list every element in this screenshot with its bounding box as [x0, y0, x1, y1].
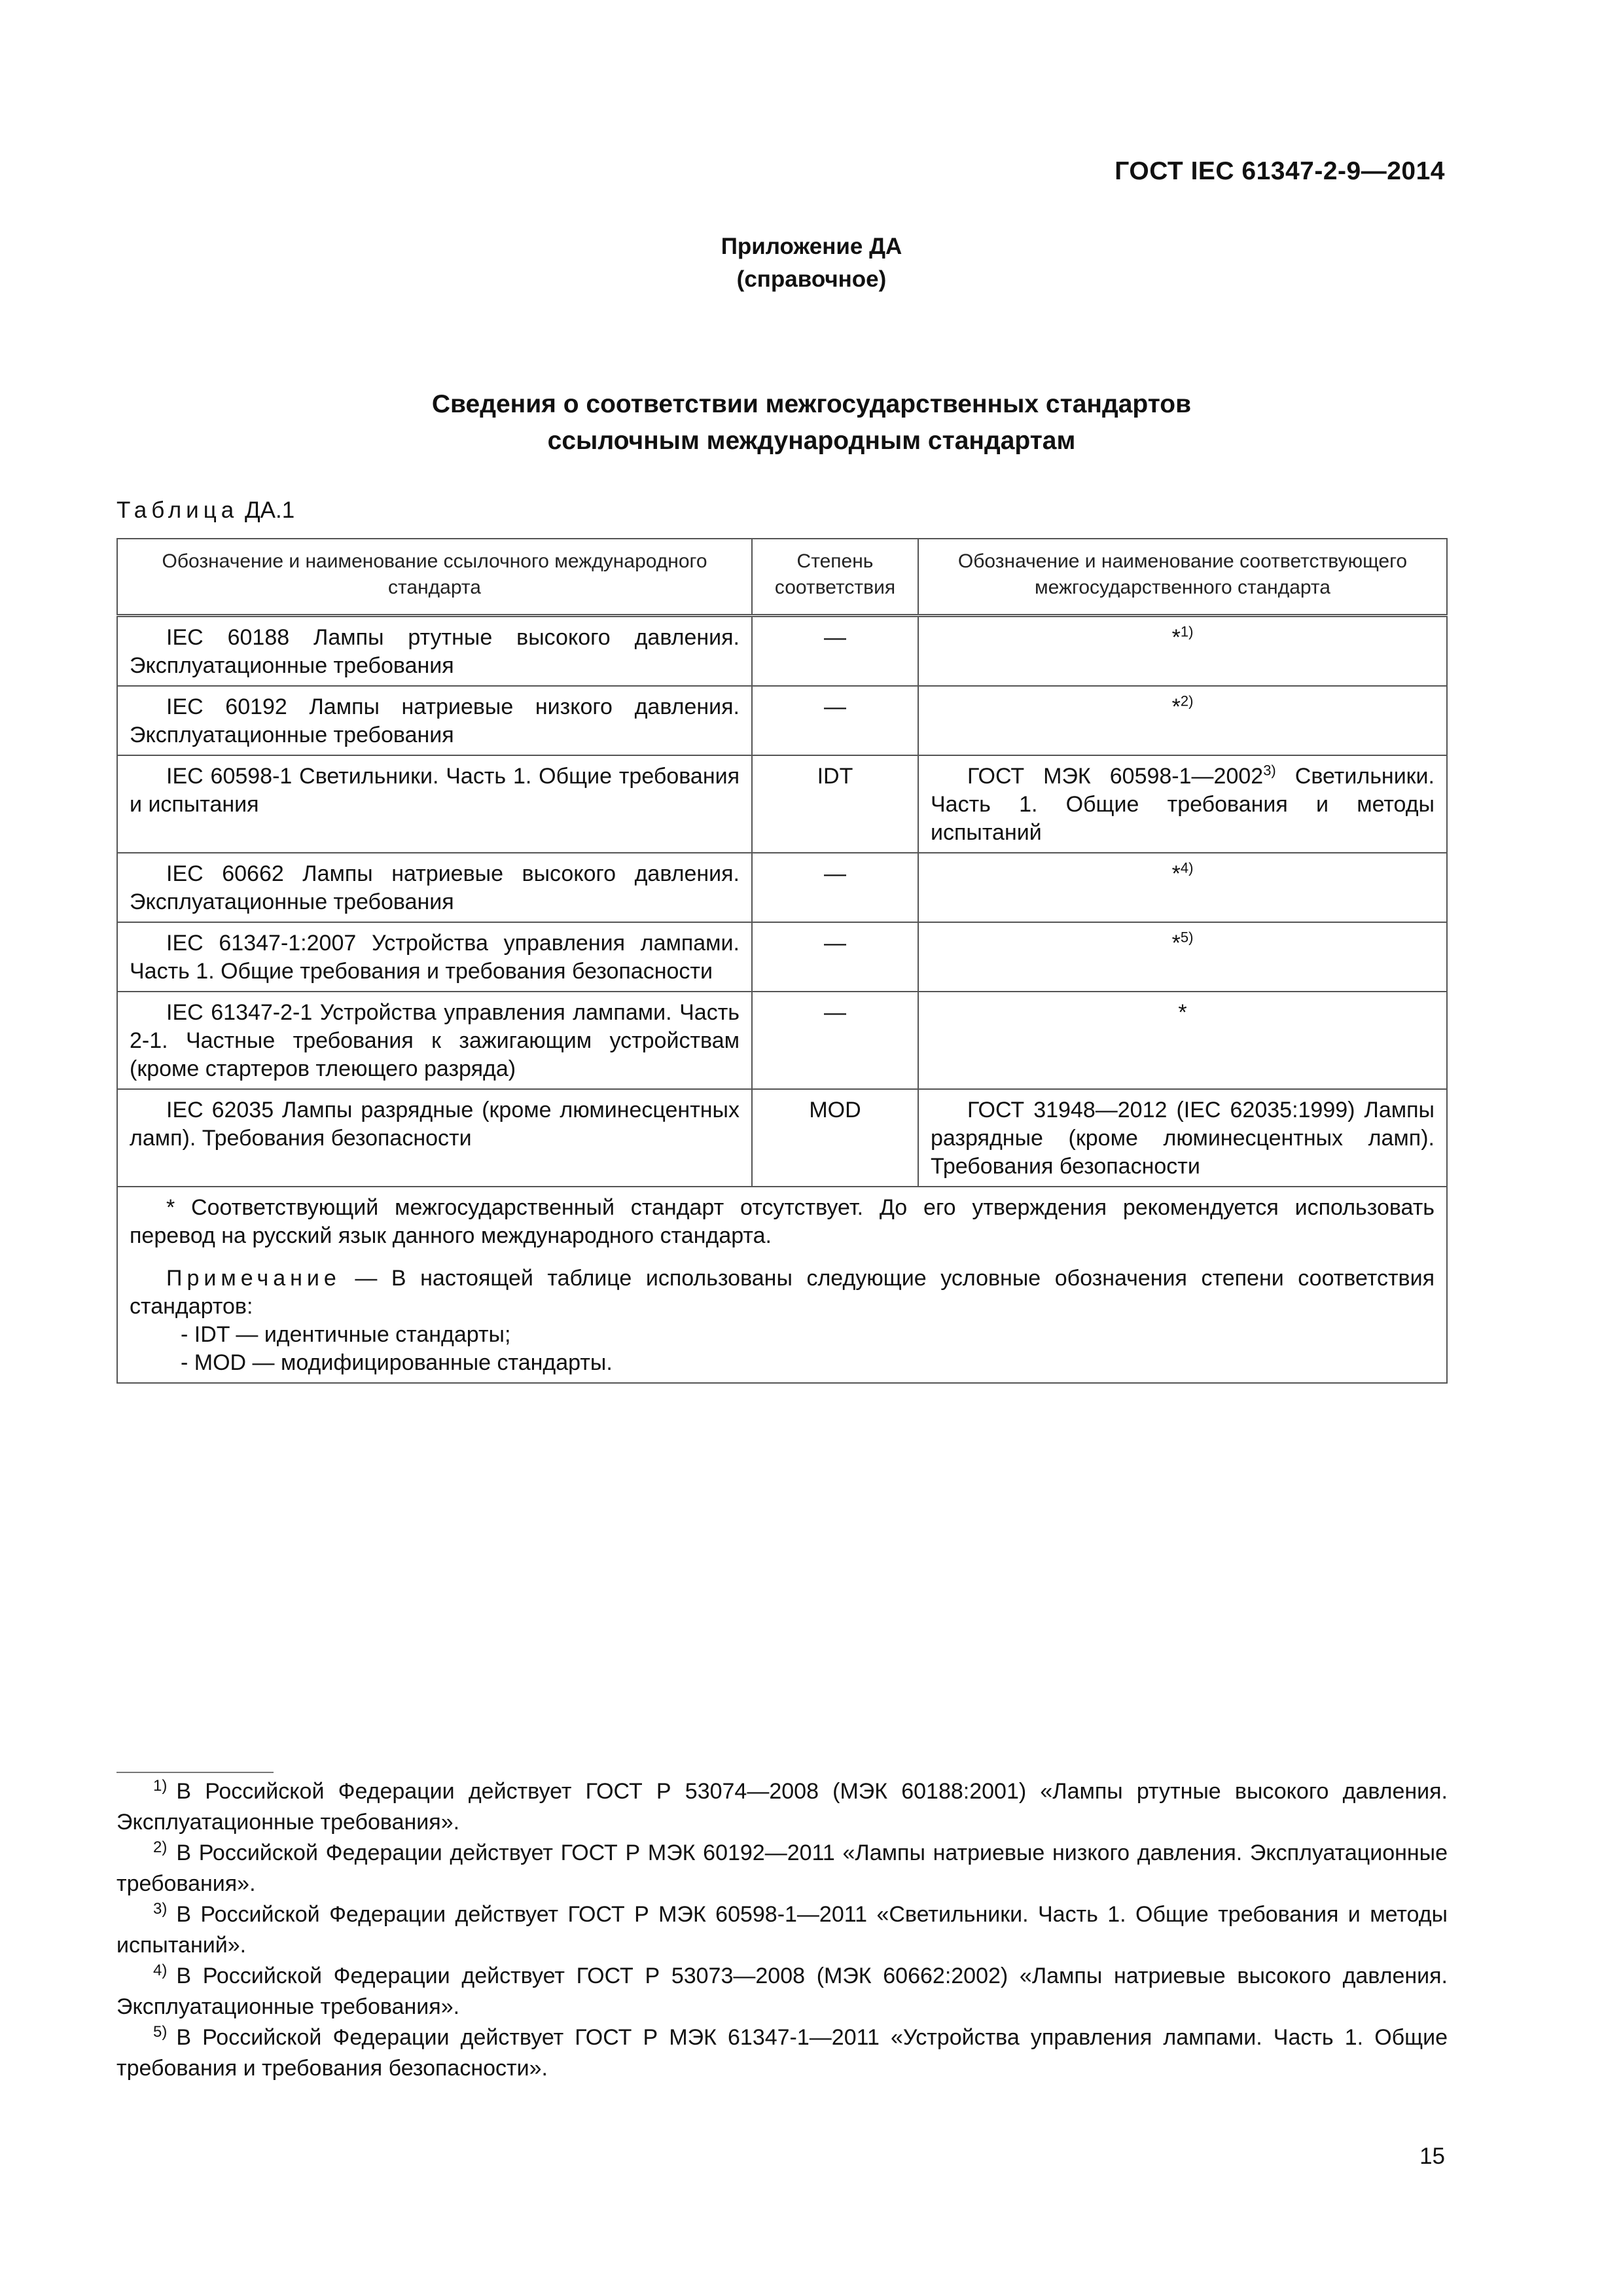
footnote-text: В Российской Федерации действует ГОСТ Р МЭК 61347-1—2011 «Устройства управления лампами. Часть 1. Общие требования и требования безопасности». [116, 2025, 1448, 2081]
conformity-degree-cell: IDT [752, 755, 918, 853]
table-row [117, 922, 1447, 992]
table-header-row [117, 539, 1447, 616]
conformity-degree-cell: — [752, 853, 918, 922]
conformity-degree-cell: — [752, 992, 918, 1089]
reference-standard-cell: IEC 60662 Лампы натриевые высокого давления. Эксплуатационные требования [117, 853, 752, 922]
appendix-subtitle: (справочное) [736, 266, 887, 292]
footnote [116, 1899, 1448, 1961]
footnote-number: 5) [153, 2022, 168, 2041]
footnote-text: В Российской Федерации действует ГОСТ Р 53073—2008 (МЭК 60662:2002) «Лампы натриевые высокого давления. Эксплуатационные требования». [116, 1964, 1448, 2019]
appendix-title: Приложение ДА [721, 234, 902, 259]
footnote-number: 4) [153, 1961, 168, 1979]
interstate-standard-title: Светильники. Часть 1. Общие требования и методы испытаний [931, 764, 1435, 845]
reference-standard-cell: IEC 60598-1 Светильники. Часть 1. Общие требования и испытания [117, 755, 752, 853]
table-notes-cell [117, 1187, 1447, 1383]
footnote-number: 2) [153, 1838, 168, 1856]
asterisk-mark: * [1171, 694, 1181, 719]
interstate-standard-cell [918, 853, 1447, 922]
note-list-item: - MOD — модифицированные стандарты. [181, 1350, 613, 1375]
header-reference-standard: Обозначение и наименование ссылочного международного стандарта [117, 539, 752, 616]
note-paragraph [130, 1265, 1435, 1321]
conformity-degree-cell: — [752, 616, 918, 687]
header-conformity-degree: Степень соответствия [752, 539, 918, 616]
footnote-text: В Российской Федерации действует ГОСТ Р МЭК 60192—2011 «Лампы натриевые низкого давления. Эксплуатационные требования». [116, 1840, 1448, 1896]
asterisk-mark: * [1171, 625, 1181, 650]
footnote-ref: 5) [1180, 929, 1194, 946]
conformity-table [116, 538, 1448, 1384]
table-row [117, 992, 1447, 1089]
footnote [116, 1776, 1448, 1838]
asterisk-mark: * [1171, 861, 1181, 886]
table-notes-row [117, 1187, 1447, 1383]
footnote-number: 1) [153, 1776, 168, 1795]
table-row [117, 616, 1447, 687]
interstate-standard-cell [918, 616, 1447, 687]
footnote-number: 3) [153, 1899, 168, 1918]
footnote [116, 1838, 1448, 1899]
table-caption-word: Таблица [116, 497, 239, 523]
footnote [116, 2022, 1448, 2084]
reference-standard-cell: IEC 60192 Лампы натриевые низкого давления. Эксплуатационные требования [117, 686, 752, 755]
table-caption [116, 494, 294, 527]
footnote-separator [116, 1772, 274, 1773]
table-row [117, 1089, 1447, 1187]
footnote-ref: 2) [1180, 692, 1194, 709]
interstate-standard-cell [918, 992, 1447, 1089]
page-number: 15 [1419, 2144, 1445, 2169]
document-code: ГОСТ IEC 61347-2-9—2014 [1115, 157, 1445, 185]
reference-standard-cell: IEC 61347-2-1 Устройства управления лампами. Часть 2-1. Частные требования к зажигающим устройствам (кроме стартеров тлеющего разряда) [117, 992, 752, 1089]
footnote-ref: 4) [1180, 859, 1194, 876]
footnotes [116, 1776, 1448, 2084]
table-row [117, 686, 1447, 755]
page-title-line-1: Сведения о соответствии межгосударственных стандартов [431, 390, 1192, 418]
page-title [0, 386, 1623, 459]
interstate-standard-cell [918, 755, 1447, 853]
footnote-ref: 1) [1180, 623, 1194, 640]
asterisk-mark: * [1171, 931, 1181, 956]
note-label: Примечание [166, 1266, 341, 1291]
conformity-degree-cell: — [752, 686, 918, 755]
interstate-standard-cell: ГОСТ 31948—2012 (IEC 62035:1999) Лампы разрядные (кроме люминесцентных ламп). Требования безопасности [918, 1089, 1447, 1187]
asterisk-mark: * [1178, 1000, 1187, 1025]
interstate-standard-cell [918, 686, 1447, 755]
table-row [117, 755, 1447, 853]
reference-standard-cell: IEC 62035 Лампы разрядные (кроме люминесцентных ламп). Требования безопасности [117, 1089, 752, 1187]
conformity-degree-cell: MOD [752, 1089, 918, 1187]
table-row [117, 853, 1447, 922]
page-title-line-2: ссылочным международным стандартам [547, 427, 1076, 455]
footnote-ref: 3) [1263, 762, 1276, 779]
asterisk-note: * Соответствующий межгосударственный стандарт отсутствует. До его утверждения рекомендуется использовать перевод на русский язык данного международного стандарта. [130, 1195, 1435, 1248]
conformity-degree-cell: — [752, 922, 918, 992]
note-text: — В настоящей таблице использованы следующие условные обозначения степени соответствия стандартов: [130, 1266, 1435, 1319]
footnote-text: В Российской Федерации действует ГОСТ Р 53074—2008 (МЭК 60188:2001) «Лампы ртутные высокого давления. Эксплуатационные требования». [116, 1779, 1448, 1835]
appendix-heading [0, 230, 1623, 296]
interstate-standard-cell [918, 922, 1447, 992]
reference-standard-cell: IEC 60188 Лампы ртутные высокого давления. Эксплуатационные требования [117, 616, 752, 687]
table-caption-number: ДА.1 [244, 497, 295, 523]
reference-standard-cell: IEC 61347-1:2007 Устройства управления лампами. Часть 1. Общие требования и требования безопасности [117, 922, 752, 992]
footnote-text: В Российской Федерации действует ГОСТ Р МЭК 60598-1—2011 «Светильники. Часть 1. Общие требования и методы испытаний». [116, 1902, 1448, 1958]
interstate-standard-code: ГОСТ МЭК 60598-1—2002 [967, 764, 1264, 789]
footnote [116, 1961, 1448, 2022]
note-list-item: - IDT — идентичные стандарты; [181, 1322, 511, 1347]
header-interstate-standard: Обозначение и наименование соответствующего межгосударственного стандарта [918, 539, 1447, 616]
